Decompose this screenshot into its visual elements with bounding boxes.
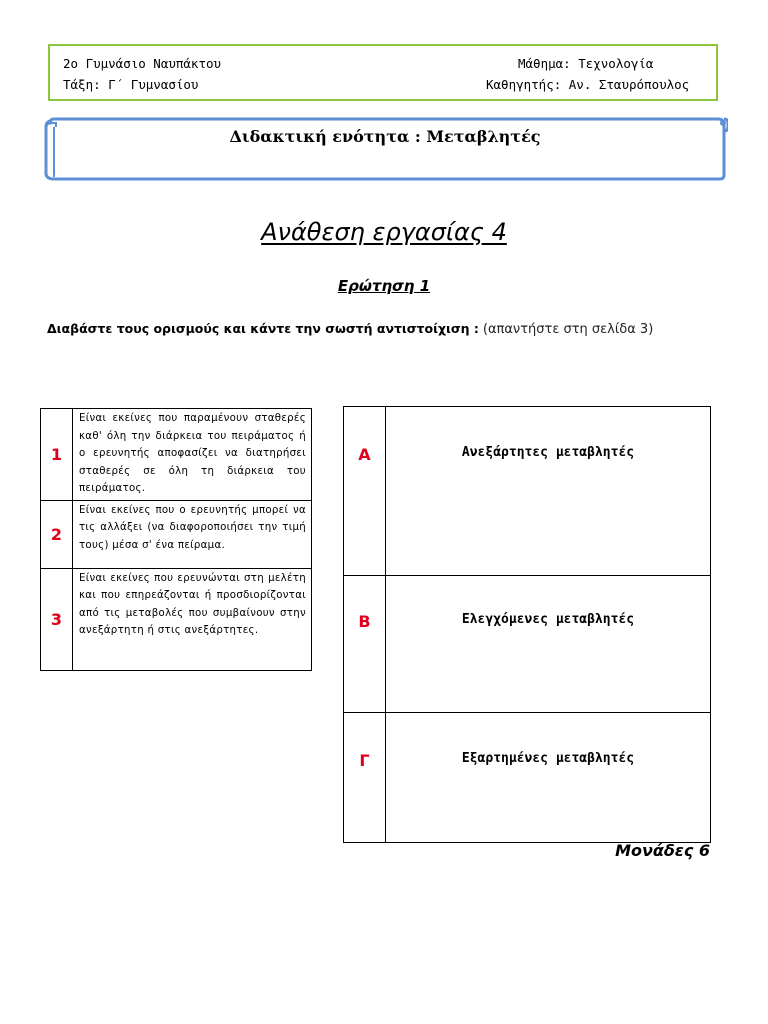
variable-letter: Α xyxy=(344,407,386,576)
definition-text: Είναι εκείνες που παραμένουν σταθερές καθ' όλη την διάρκεια του πειράματος ή ο ερευνητής αποφασίζει να διατηρήσει σταθερές σε όλη τη διάρκεια του πειράματος. xyxy=(73,409,312,501)
subject-label: Μάθημα: Τεχνολογία xyxy=(518,56,654,71)
definition-number: 1 xyxy=(41,409,73,501)
definition-row xyxy=(41,500,312,568)
points-label: Μονάδες 6 xyxy=(615,841,710,860)
assignment-title: Ανάθεση εργασίας 4 xyxy=(261,218,507,246)
unit-banner xyxy=(42,117,728,183)
instruction-note: (απαντήστε στη σελίδα 3) xyxy=(482,322,654,337)
variable-name: Ανεξάρτητες μεταβλητές xyxy=(386,407,711,576)
variables-table xyxy=(343,406,711,843)
definitions-table xyxy=(40,408,312,671)
teacher-label: Καθηγητής: Αν. Σταυρόπουλος xyxy=(486,77,690,92)
class-label: Τάξη: Γ΄ Γυμνασίου xyxy=(63,77,199,92)
definition-number: 2 xyxy=(41,500,73,568)
instructions xyxy=(47,321,653,337)
variable-letter: Β xyxy=(344,576,386,713)
variable-row xyxy=(344,713,711,843)
definition-row xyxy=(41,568,312,670)
definition-text: Είναι εκείνες που ο ερευνητής μπορεί να τις αλλάξει (να διαφοροποιήσει την τιμή τους) μέσα σ' ένα πείραμα. xyxy=(73,500,312,568)
definition-text: Είναι εκείνες που ερευνώνται στη μελέτη και που επηρεάζονται ή προσδιορίζονται από τις μεταβολές που συμβαίνουν στην ανεξάρτητη ή στις ανεξάρτητες. xyxy=(73,568,312,670)
definition-number: 3 xyxy=(41,568,73,670)
school-name: 2ο Γυμνάσιο Ναυπάκτου xyxy=(63,56,222,71)
variable-name: Ελεγχόμενες μεταβλητές xyxy=(386,576,711,713)
unit-title: Διδακτική ενότητα : Μεταβλητές xyxy=(229,127,541,146)
variable-name: Εξαρτημένες μεταβλητές xyxy=(386,713,711,843)
variable-row xyxy=(344,407,711,576)
variable-letter: Γ xyxy=(344,713,386,843)
question-title: Ερώτηση 1 xyxy=(337,277,431,295)
variable-row xyxy=(344,576,711,713)
instruction-text: Διαβάστε τους ορισμούς και κάντε την σωστή αντιστοίχιση : xyxy=(47,321,479,336)
definition-row xyxy=(41,409,312,501)
header-info-box xyxy=(48,44,718,101)
